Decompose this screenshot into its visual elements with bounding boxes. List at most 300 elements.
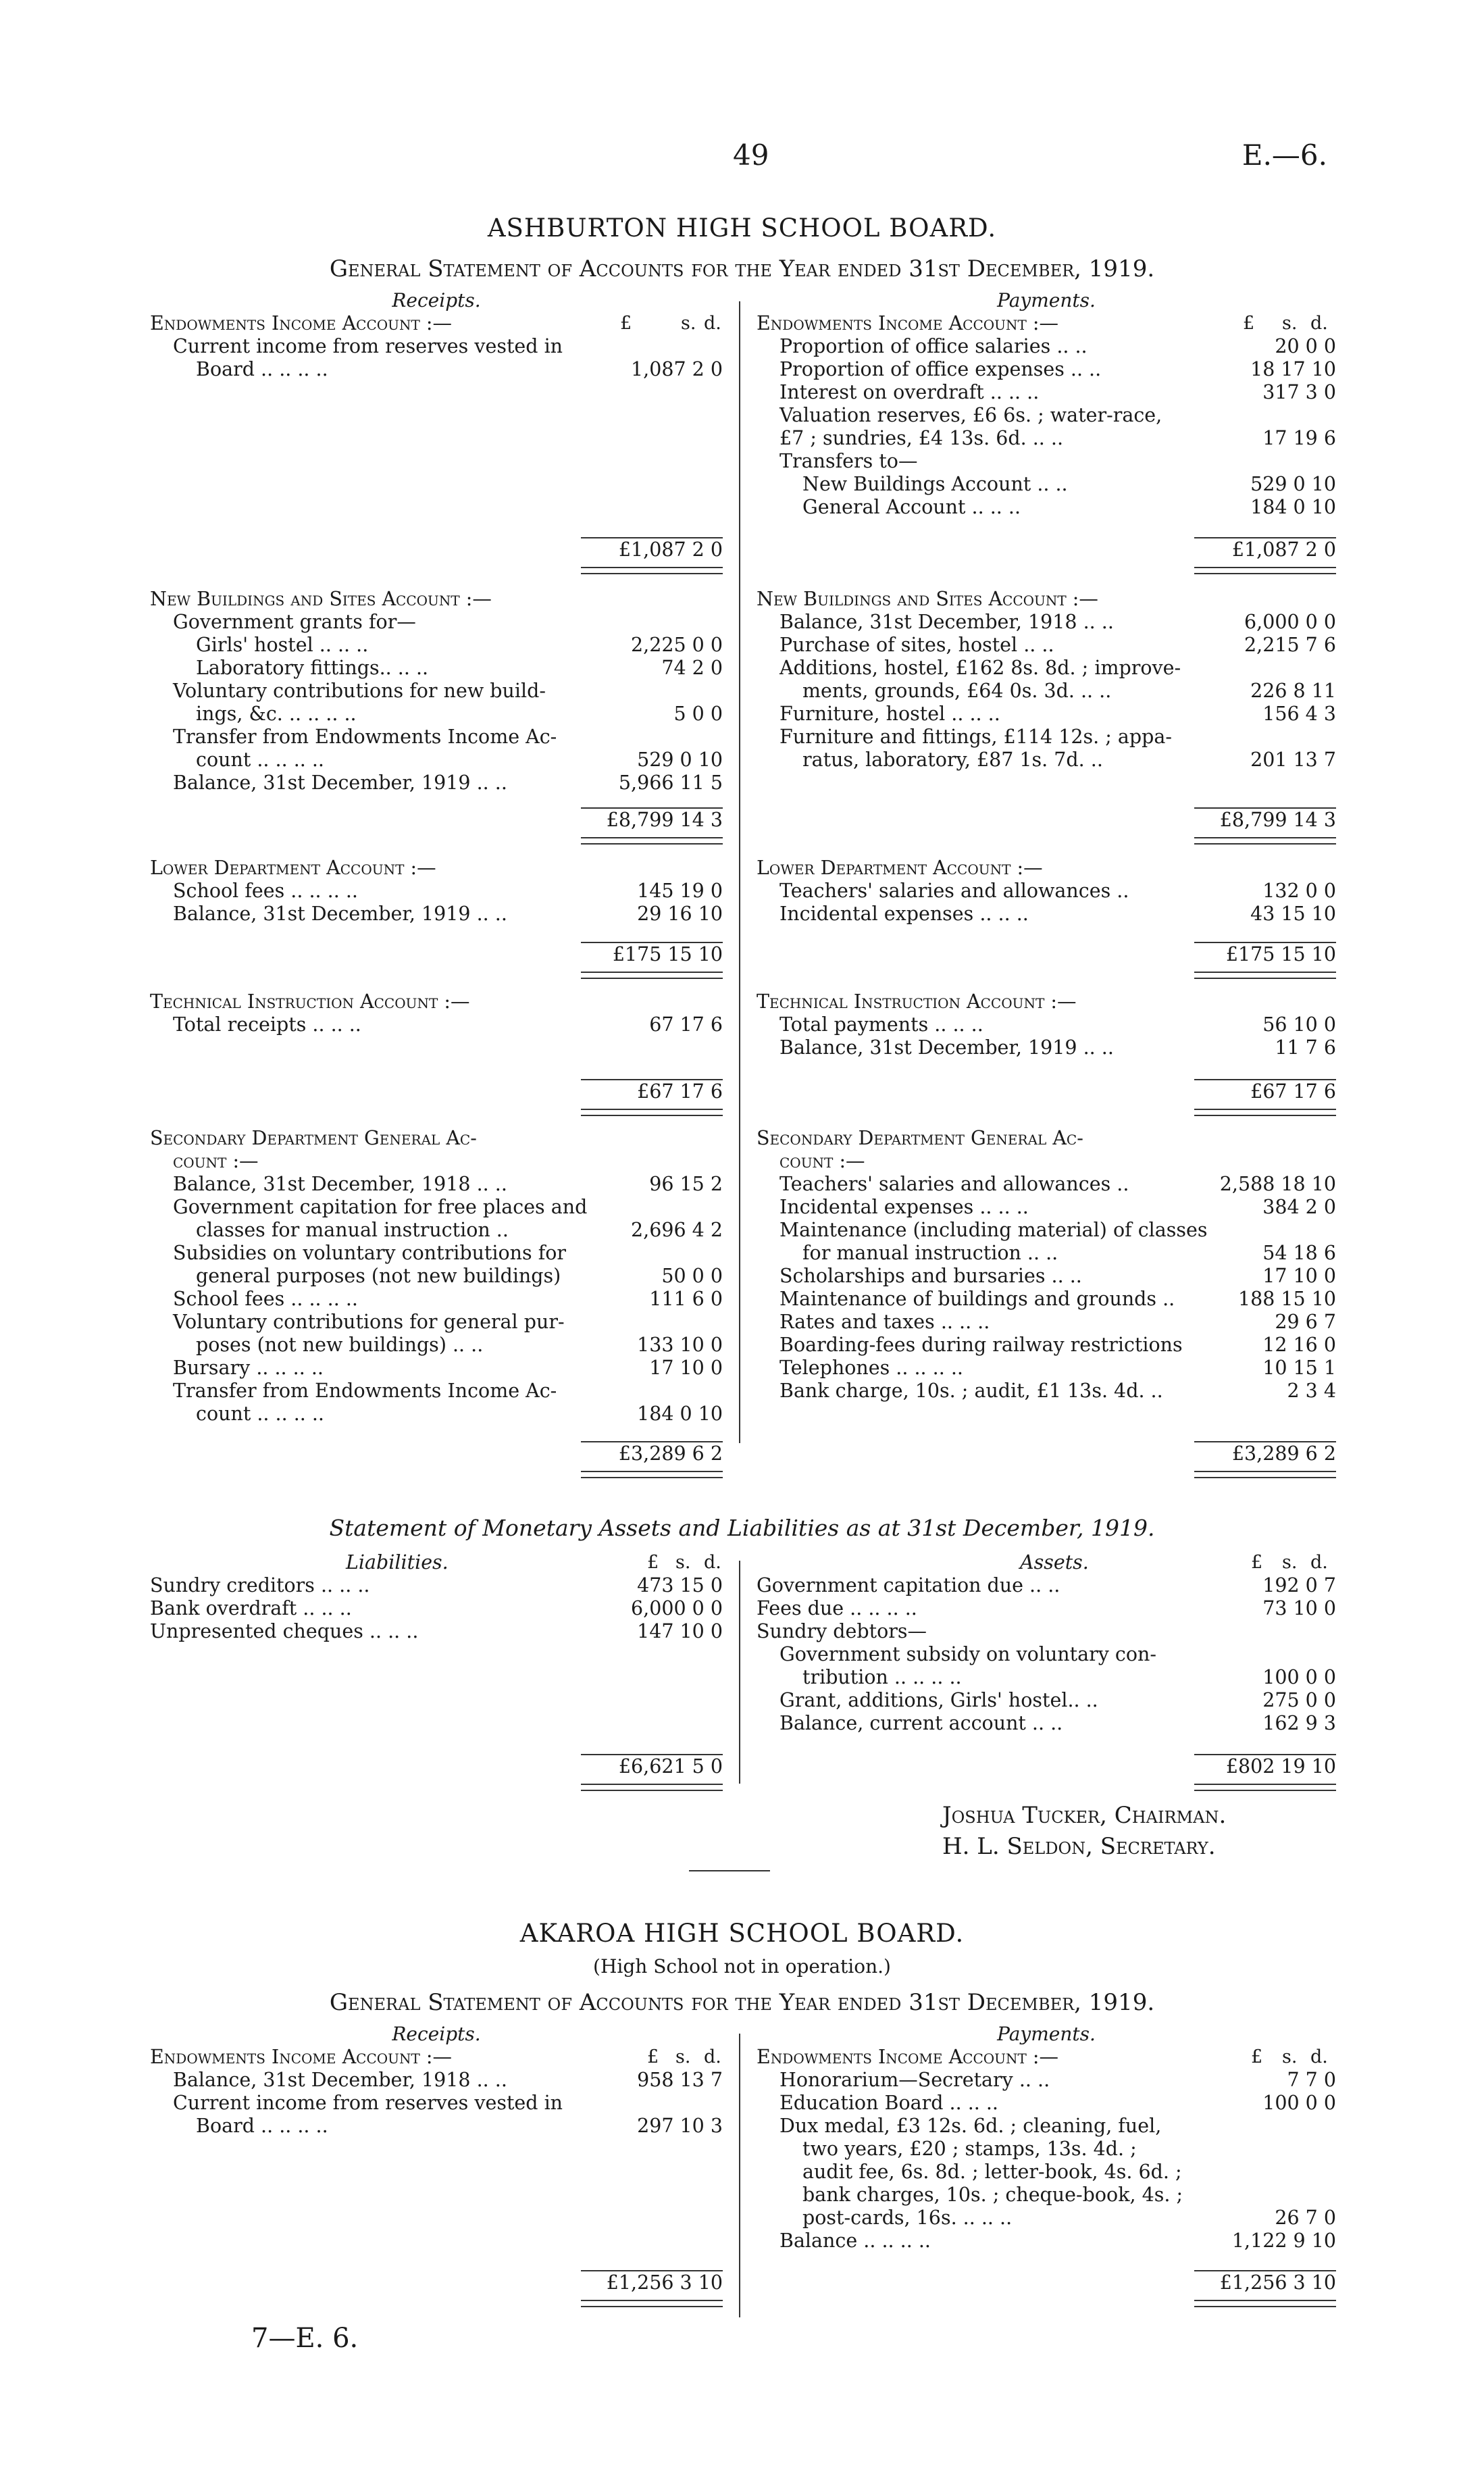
line-row — [757, 2161, 1336, 2184]
line-text: post-cards, 16s. .. .. .. — [802, 2207, 1013, 2229]
receipts-heading: Receipts. — [392, 2023, 481, 2045]
line-text: School fees .. .. .. .. — [173, 1288, 358, 1310]
line-row — [757, 1219, 1336, 1242]
line-amount: 201 13 7 — [1250, 749, 1336, 771]
line-row — [757, 1643, 1336, 1666]
shillings-label: s. — [675, 1552, 691, 1573]
p1-total: £1,087 2 0 — [1194, 537, 1336, 561]
line-row — [150, 1403, 723, 1426]
p5-heading: Secondary Department General Ac- — [757, 1127, 1083, 1149]
line-amount: 7 7 0 — [1287, 2069, 1336, 2091]
line-text: Board .. .. .. .. — [196, 358, 328, 380]
line-text: ratus, laboratory, £87 1s. 7d. .. — [802, 749, 1103, 771]
shillings-label: s. — [1282, 2046, 1298, 2067]
line-amount: 184 0 10 — [637, 1403, 723, 1425]
line-amount: 1,087 2 0 — [631, 358, 723, 380]
line-amount: 26 7 0 — [1275, 2207, 1336, 2229]
double-rule — [1194, 837, 1336, 845]
line-row — [150, 611, 723, 634]
line-text: ments, grounds, £64 0s. 3d. .. .. — [802, 680, 1112, 702]
payments-heading: Payments. — [997, 2023, 1096, 2045]
line-row — [757, 2092, 1336, 2115]
line-text: Sundry creditors .. .. .. — [150, 1574, 370, 1596]
line-amount: 18 17 10 — [1250, 358, 1336, 380]
line-amount: 12 16 0 — [1262, 1334, 1336, 1356]
pounds-label: £ — [1251, 2046, 1263, 2067]
line-text: classes for manual instruction .. — [196, 1219, 509, 1241]
pounds-label: £ — [1251, 1552, 1263, 1573]
line-row — [757, 1712, 1336, 1735]
line-amount: 17 19 6 — [1262, 427, 1336, 449]
r1-total: £1,087 2 0 — [581, 537, 723, 561]
signatures — [942, 1800, 1226, 1862]
column-divider — [739, 301, 740, 1443]
pence-label: d. — [704, 1552, 721, 1573]
line-row — [150, 657, 723, 680]
r4-total-block — [150, 1079, 723, 1119]
akaroa-divider — [739, 2034, 740, 2317]
line-text: Board .. .. .. .. — [196, 2115, 328, 2137]
ashburton-receipts — [150, 289, 723, 381]
ashburton-secondary-payments — [757, 1127, 1336, 1403]
double-rule — [1194, 1784, 1336, 1791]
line-text: Scholarships and bursaries .. .. — [779, 1265, 1082, 1287]
line-text: Voluntary contributions for new build- — [173, 680, 546, 702]
line-text: Proportion of office salaries .. .. — [779, 335, 1088, 357]
akaroa-payments — [757, 2023, 1336, 2253]
line-amount: 529 0 10 — [1250, 473, 1336, 495]
r1-total-block — [150, 537, 723, 578]
line-row — [757, 1173, 1336, 1196]
line-text: Transfer from Endowments Income Ac- — [173, 1380, 557, 1402]
line-amount: 50 0 0 — [661, 1265, 723, 1287]
r3-heading: Lower Department Account :— — [150, 857, 436, 879]
line-text: poses (not new buildings) .. .. — [196, 1334, 484, 1356]
line-amount: 958 13 7 — [637, 2069, 723, 2091]
line-amount: 384 2 0 — [1262, 1196, 1336, 1218]
double-rule — [581, 1109, 723, 1116]
line-text: Additions, hostel, £162 8s. 8d. ; improve- — [779, 657, 1181, 679]
akaroa-title: AKAROA HIGH SCHOOL BOARD. — [519, 1919, 965, 1948]
line-row — [757, 1357, 1336, 1380]
line-row — [150, 1265, 723, 1288]
line-row — [757, 903, 1336, 926]
p1-heading: Endowments Income Account :— — [757, 312, 1059, 334]
line-row — [757, 2230, 1336, 2253]
line-amount: 529 0 10 — [637, 749, 723, 771]
ashburton-new-buildings-payments — [757, 588, 1336, 772]
line-text: Girls' hostel .. .. .. — [196, 634, 369, 656]
liabilities-total-block — [150, 1754, 723, 1794]
line-row — [757, 726, 1336, 749]
p4-heading: Technical Instruction Account :— — [757, 990, 1077, 1013]
ashburton-lower-dept-payments — [757, 857, 1336, 926]
line-text: £7 ; sundries, £4 13s. 6d. .. .. — [779, 427, 1064, 449]
line-row — [757, 703, 1336, 726]
line-text: Purchase of sites, hostel .. .. — [779, 634, 1054, 656]
line-text: Interest on overdraft .. .. .. — [779, 381, 1040, 403]
p4-total: £67 17 6 — [1194, 1079, 1336, 1103]
line-row — [150, 1380, 723, 1403]
shillings-label: s. — [675, 2046, 691, 2067]
line-row — [757, 1380, 1336, 1403]
line-row — [757, 1265, 1336, 1288]
pounds-label: £ — [1243, 313, 1255, 334]
line-text: bank charges, 10s. ; cheque-book, 4s. ; — [802, 2184, 1183, 2206]
pence-label: d. — [1310, 1552, 1328, 1573]
line-amount: 147 10 0 — [637, 1620, 723, 1642]
line-text: Incidental expenses .. .. .. — [779, 903, 1029, 925]
line-text: Teachers' salaries and allowances .. — [779, 1173, 1129, 1195]
line-row — [757, 496, 1336, 519]
liabilities-heading: Liabilities. — [346, 1551, 449, 1574]
akaroa-note: (High School not in operation.) — [593, 1955, 891, 1978]
line-text: New Buildings Account .. .. — [802, 473, 1068, 495]
p2-total: £8,799 14 3 — [1194, 807, 1336, 831]
line-text: Balance, 31st December, 1919 .. .. — [173, 903, 507, 925]
page-number: 49 — [733, 139, 769, 172]
double-rule — [1194, 1471, 1336, 1478]
line-amount: 54 18 6 — [1262, 1242, 1336, 1264]
line-amount: 5,966 11 5 — [618, 772, 723, 794]
p2-total-block — [757, 807, 1336, 848]
line-amount: 5 0 0 — [673, 703, 723, 725]
ashburton-payments — [757, 289, 1336, 519]
double-rule — [1194, 567, 1336, 574]
line-row — [150, 1013, 723, 1036]
line-row — [757, 2069, 1336, 2092]
line-amount: 2,696 4 2 — [631, 1219, 723, 1241]
line-row — [757, 634, 1336, 657]
shillings-label: s. — [681, 313, 696, 334]
line-row — [757, 657, 1336, 680]
line-row — [757, 1597, 1336, 1620]
akaroa-p-heading: Endowments Income Account :— — [757, 2046, 1059, 2068]
pounds-label: £ — [647, 1552, 659, 1573]
line-text: Furniture and fittings, £114 12s. ; appa- — [779, 726, 1172, 748]
line-row — [150, 335, 723, 358]
line-row — [150, 703, 723, 726]
line-row — [757, 2138, 1336, 2161]
line-text: Bank overdraft .. .. .. — [150, 1597, 352, 1619]
r2-heading: New Buildings and Sites Account :— — [150, 588, 492, 610]
line-text: Fees due .. .. .. .. — [757, 1597, 917, 1619]
line-row — [757, 680, 1336, 703]
p3-heading: Lower Department Account :— — [757, 857, 1043, 879]
line-row — [757, 2184, 1336, 2207]
line-text: Balance, current account .. .. — [779, 1712, 1063, 1734]
line-amount: 96 15 2 — [649, 1173, 723, 1195]
line-text: Bank charge, 10s. ; audit, £1 13s. 4d. .. — [779, 1380, 1163, 1402]
line-text: two years, £20 ; stamps, 13s. 4d. ; — [802, 2138, 1137, 2160]
line-text: Grant, additions, Girls' hostel.. .. — [779, 1689, 1098, 1711]
line-text: Boarding-fees during railway restrictions — [779, 1334, 1183, 1356]
line-text: Maintenance of buildings and grounds .. — [779, 1288, 1175, 1310]
pence-label: d. — [1310, 2046, 1328, 2067]
r4-total: £67 17 6 — [581, 1079, 723, 1103]
line-amount: 17 10 0 — [649, 1357, 723, 1379]
line-row — [150, 880, 723, 903]
line-text: Voluntary contributions for general pur- — [173, 1311, 565, 1333]
line-row — [757, 381, 1336, 404]
line-text: Laboratory fittings.. .. .. — [196, 657, 429, 679]
line-row — [150, 903, 723, 926]
line-text: School fees .. .. .. .. — [173, 880, 358, 902]
line-row — [757, 335, 1336, 358]
line-row — [757, 1620, 1336, 1643]
statement-title: Statement of Monetary Assets and Liabilities as at 31st December, 1919. — [329, 1515, 1155, 1541]
line-text: Proportion of office expenses .. .. — [779, 358, 1102, 380]
pounds-label: £ — [620, 313, 632, 334]
ashburton-title: ASHBURTON HIGH SCHOOL BOARD. — [487, 213, 997, 243]
p1-head-row — [757, 312, 1336, 335]
line-amount: 2,225 0 0 — [631, 634, 723, 656]
assets-total: £802 19 10 — [1194, 1754, 1336, 1778]
akaroa-p-total: £1,256 3 10 — [1194, 2270, 1336, 2294]
line-amount: 145 19 0 — [637, 880, 723, 902]
line-row — [150, 1620, 723, 1643]
liabilities-total: £6,621 5 0 — [581, 1754, 723, 1778]
double-rule — [581, 1784, 723, 1791]
line-text: Sundry debtors— — [757, 1620, 927, 1642]
liab-head-row — [150, 1551, 723, 1574]
assets-head-row — [757, 1551, 1336, 1574]
payments-heading: Payments. — [997, 289, 1096, 311]
page-code: E.—6. — [1242, 139, 1327, 172]
line-text: Government capitation due .. .. — [757, 1574, 1060, 1596]
r3-total: £175 15 10 — [581, 942, 723, 965]
line-row — [757, 1689, 1336, 1712]
line-row — [757, 2115, 1336, 2138]
line-row — [757, 1666, 1336, 1689]
akaroa-receipts — [150, 2023, 723, 2138]
line-row — [757, 749, 1336, 772]
line-row — [150, 680, 723, 703]
line-text: ings, &c. .. .. .. .. — [196, 703, 357, 725]
akaroa-r-total: £1,256 3 10 — [581, 2270, 723, 2294]
ap-head-row — [757, 2046, 1336, 2069]
line-text: Honorarium—Secretary .. .. — [779, 2069, 1050, 2091]
line-text: Teachers' salaries and allowances .. — [779, 880, 1129, 902]
line-amount: 11 7 6 — [1275, 1036, 1336, 1059]
r2-total: £8,799 14 3 — [581, 807, 723, 831]
r2-total-block — [150, 807, 723, 848]
line-text: Balance, 31st December, 1918 .. .. — [173, 2069, 507, 2091]
p5-total: £3,289 6 2 — [1194, 1441, 1336, 1465]
line-text: Maintenance (including material) of classes — [779, 1219, 1208, 1241]
line-amount: 156 4 3 — [1262, 703, 1336, 725]
line-row — [150, 2069, 723, 2092]
line-text: Current income from reserves vested in — [173, 2092, 563, 2114]
line-amount: 297 10 3 — [637, 2115, 723, 2137]
line-amount: 2,588 18 10 — [1219, 1173, 1336, 1195]
line-row — [150, 749, 723, 772]
line-amount: 73 10 0 — [1262, 1597, 1336, 1619]
double-rule — [1194, 2300, 1336, 2307]
line-row — [757, 1288, 1336, 1311]
shillings-label: s. — [1282, 1552, 1298, 1573]
line-text: Subsidies on voluntary contributions for — [173, 1242, 567, 1264]
line-row — [757, 358, 1336, 381]
line-amount: 6,000 0 0 — [1244, 611, 1336, 633]
line-text: Current income from reserves vested in — [173, 335, 563, 357]
line-text: Bursary .. .. .. .. — [173, 1357, 324, 1379]
line-text: Education Board .. .. .. — [779, 2092, 998, 2114]
line-amount: 29 16 10 — [637, 903, 723, 925]
p4-total-block — [757, 1079, 1336, 1119]
line-text: Government grants for— — [173, 611, 416, 633]
line-text: Balance, 31st December, 1919 .. .. — [173, 772, 507, 794]
line-row — [150, 634, 723, 657]
line-text: Balance .. .. .. .. — [779, 2230, 931, 2252]
r1-head-row — [150, 312, 723, 335]
line-row — [757, 1196, 1336, 1219]
ashburton-technical-payments — [757, 990, 1336, 1059]
line-amount: 473 15 0 — [637, 1574, 723, 1596]
double-rule — [1194, 1109, 1336, 1116]
line-text: Transfer from Endowments Income Ac- — [173, 726, 557, 748]
pence-label: d. — [1310, 313, 1328, 334]
p5-total-block — [757, 1441, 1336, 1482]
line-row — [150, 358, 723, 381]
statement-divider — [739, 1561, 740, 1784]
p5-heading-cont: count :— — [779, 1150, 865, 1172]
line-text: Balance, 31st December, 1918 .. .. — [173, 1173, 507, 1195]
ar-head-row — [150, 2046, 723, 2069]
assets-total-block — [757, 1754, 1336, 1794]
chairman-signature: Joshua Tucker, Chairman. — [942, 1802, 1227, 1829]
line-text: tribution .. .. .. .. — [802, 1666, 962, 1688]
p1-total-block — [757, 537, 1336, 578]
line-amount: 226 8 11 — [1250, 680, 1336, 702]
line-row — [150, 772, 723, 795]
line-amount: 2,215 7 6 — [1244, 634, 1336, 656]
p2-heading: New Buildings and Sites Account :— — [757, 588, 1098, 610]
line-amount: 188 15 10 — [1237, 1288, 1336, 1310]
line-row — [150, 1288, 723, 1311]
page-footer: 7—E. 6. — [251, 2323, 359, 2354]
r4-heading: Technical Instruction Account :— — [150, 990, 470, 1013]
assets-heading: Assets. — [1020, 1551, 1089, 1574]
line-amount: 317 3 0 — [1262, 381, 1336, 403]
pence-label: d. — [704, 2046, 721, 2067]
assets-section — [757, 1551, 1336, 1735]
line-text: count .. .. .. .. — [196, 749, 324, 771]
line-row — [150, 1597, 723, 1620]
ashburton-lower-dept-receipts — [150, 857, 723, 926]
akaroa-r-heading: Endowments Income Account :— — [150, 2046, 453, 2068]
line-amount: 20 0 0 — [1275, 335, 1336, 357]
line-row — [150, 1357, 723, 1380]
line-text: Balance, 31st December, 1919 .. .. — [779, 1036, 1114, 1059]
p3-total: £175 15 10 — [1194, 942, 1336, 965]
r5-heading: Secondary Department General Ac- — [150, 1127, 477, 1149]
line-row — [150, 1196, 723, 1219]
line-row — [757, 880, 1336, 903]
line-amount: 67 17 6 — [649, 1013, 723, 1036]
line-text: count .. .. .. .. — [196, 1403, 324, 1425]
line-row — [150, 1219, 723, 1242]
double-rule — [581, 2300, 723, 2307]
line-amount: 74 2 0 — [661, 657, 723, 679]
line-row — [757, 427, 1336, 450]
ashburton-subtitle: General Statement of Accounts for the Year ended 31st December, 1919. — [329, 255, 1155, 282]
line-text: Transfers to— — [779, 450, 918, 472]
line-row — [757, 1242, 1336, 1265]
line-amount: 56 10 0 — [1262, 1013, 1336, 1036]
line-amount: 6,000 0 0 — [631, 1597, 723, 1619]
line-row — [150, 1574, 723, 1597]
line-row — [150, 1311, 723, 1334]
akaroa-p-total-block — [757, 2270, 1336, 2311]
line-amount: 162 9 3 — [1262, 1712, 1336, 1734]
liabilities-section — [150, 1551, 723, 1643]
akaroa-subtitle: General Statement of Accounts for the Year ended 31st December, 1919. — [329, 1989, 1155, 2016]
r5-total: £3,289 6 2 — [581, 1441, 723, 1465]
r5-total-block — [150, 1441, 723, 1482]
line-text: Total payments .. .. .. — [779, 1013, 983, 1036]
line-row — [757, 611, 1336, 634]
line-amount: 132 0 0 — [1262, 880, 1336, 902]
double-rule — [581, 972, 723, 979]
line-amount: 100 0 0 — [1262, 1666, 1336, 1688]
line-row — [757, 1013, 1336, 1036]
line-amount: 184 0 10 — [1250, 496, 1336, 518]
line-text: Government capitation for free places and — [173, 1196, 588, 1218]
line-row — [757, 1311, 1336, 1334]
line-amount: 192 0 7 — [1262, 1574, 1336, 1596]
double-rule — [581, 837, 723, 845]
line-amount: 10 15 1 — [1262, 1357, 1336, 1379]
shillings-label: s. — [1282, 313, 1298, 334]
line-amount: 275 0 0 — [1262, 1689, 1336, 1711]
r1-heading: Endowments Income Account :— — [150, 312, 453, 334]
line-text: Furniture, hostel .. .. .. — [779, 703, 1000, 725]
line-row — [757, 1334, 1336, 1357]
line-text: Telephones .. .. .. .. — [779, 1357, 963, 1379]
r3-total-block — [150, 942, 723, 982]
line-text: Valuation reserves, £6 6s. ; water-race, — [779, 404, 1162, 426]
receipts-heading: Receipts. — [392, 289, 481, 311]
line-amount: 133 10 0 — [637, 1334, 723, 1356]
r5-heading-cont: count :— — [173, 1150, 259, 1172]
line-text: Unpresented cheques .. .. .. — [150, 1620, 419, 1642]
line-text: Rates and taxes .. .. .. — [779, 1311, 990, 1333]
line-text: general purposes (not new buildings) — [196, 1265, 561, 1287]
ashburton-technical-receipts — [150, 990, 723, 1036]
double-rule — [1194, 972, 1336, 979]
line-amount: 100 0 0 — [1262, 2092, 1336, 2114]
line-text: Incidental expenses .. .. .. — [779, 1196, 1029, 1218]
pence-label: d. — [704, 313, 721, 334]
line-row — [150, 1173, 723, 1196]
line-amount: 17 10 0 — [1262, 1265, 1336, 1287]
line-text: for manual instruction .. .. — [802, 1242, 1058, 1264]
ashburton-secondary-receipts — [150, 1127, 723, 1426]
line-amount: 29 6 7 — [1275, 1311, 1336, 1333]
line-text: Balance, 31st December, 1918 .. .. — [779, 611, 1114, 633]
ashburton-new-buildings-receipts — [150, 588, 723, 795]
line-amount: 2 3 4 — [1287, 1380, 1336, 1402]
double-rule — [581, 1471, 723, 1478]
line-row — [150, 2115, 723, 2138]
p3-total-block — [757, 942, 1336, 982]
line-row — [150, 2092, 723, 2115]
pounds-label: £ — [647, 2046, 659, 2067]
line-row — [757, 1574, 1336, 1597]
line-amount: 111 6 0 — [649, 1288, 723, 1310]
line-text: General Account .. .. .. — [802, 496, 1021, 518]
